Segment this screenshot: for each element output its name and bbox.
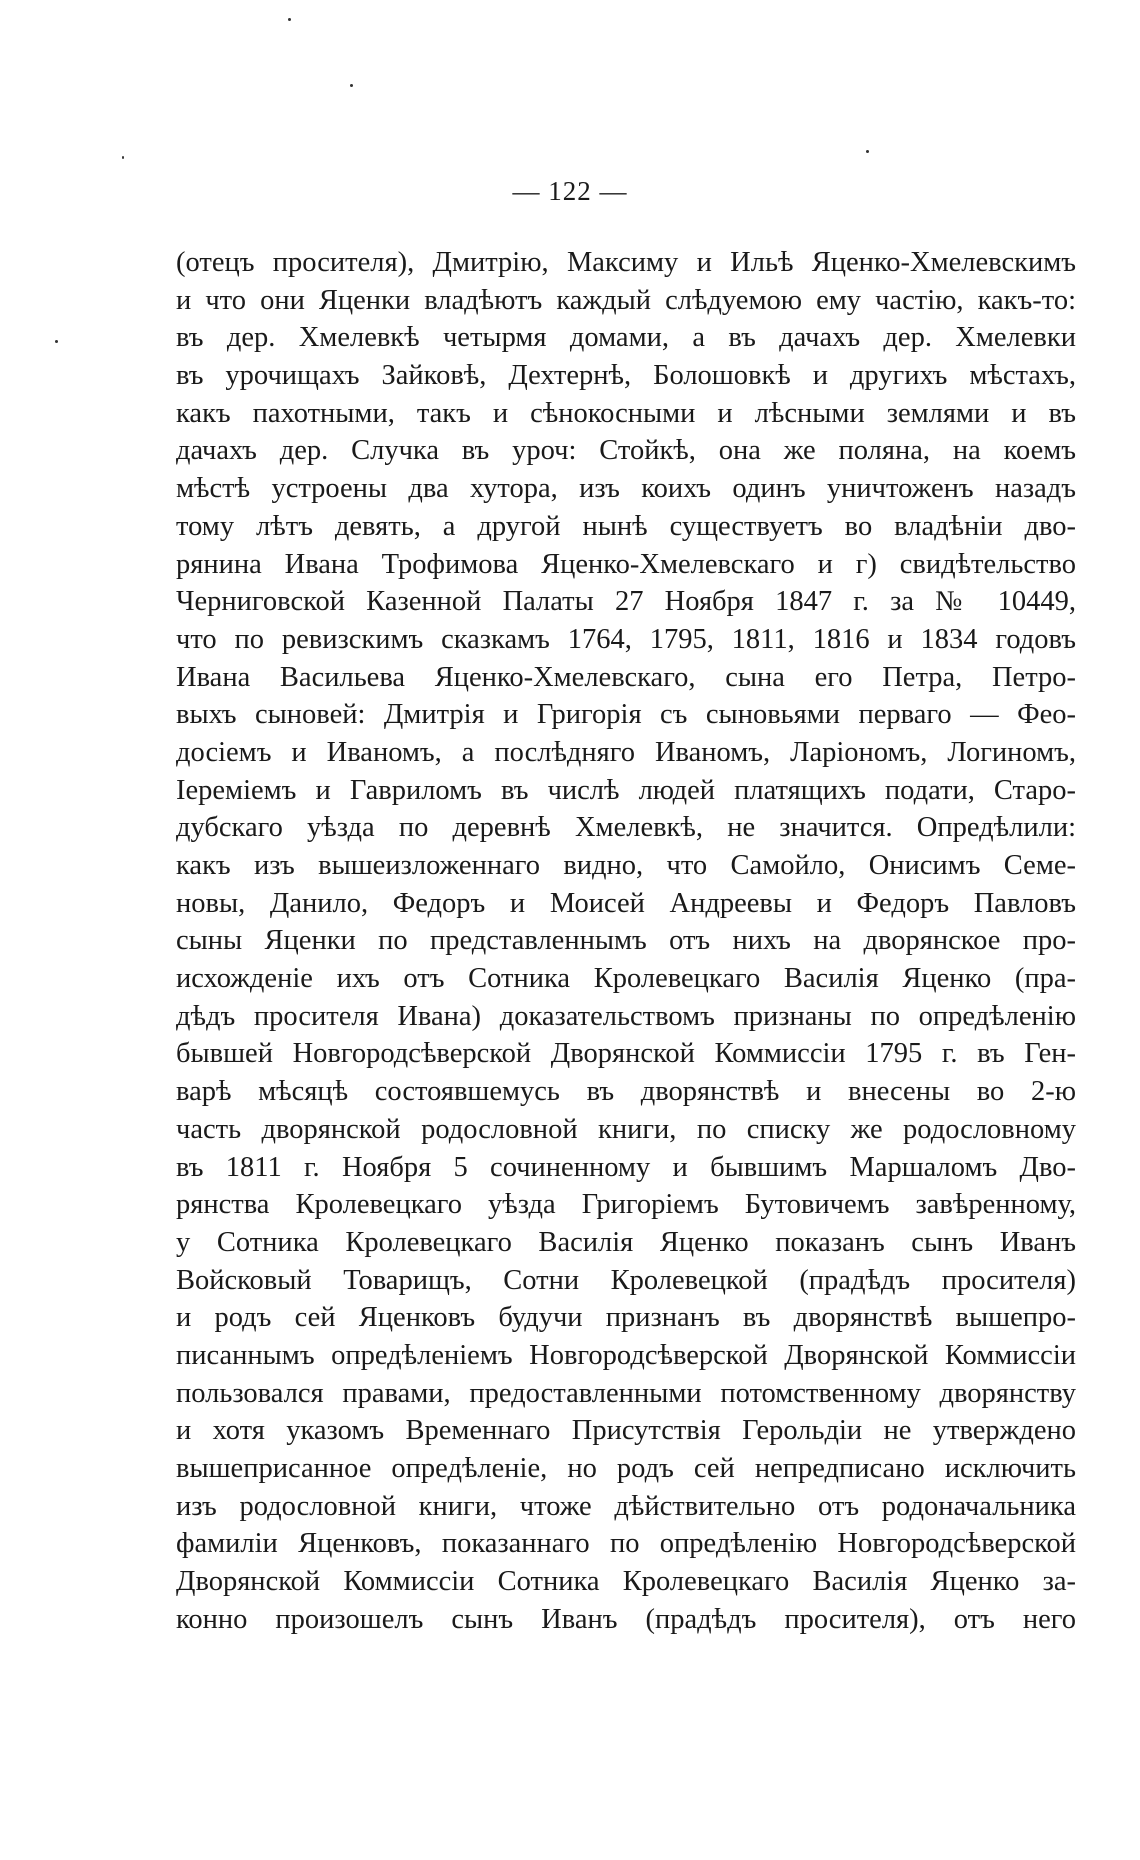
text-line: писаннымъ опредѣленіемъ Новгородсѣверской Дворянской Коммиссіи — [176, 1339, 1076, 1371]
print-speck — [55, 340, 58, 343]
text-line: мѣстѣ устроены два хутора, изъ коихъ одинъ уничтоженъ назадъ — [176, 473, 1076, 505]
text-line: и хотя указомъ Временнаго Присутствія Герольдіи не утверждено — [176, 1415, 1076, 1447]
print-speck — [288, 18, 291, 21]
text-line: изъ родословной книги, чтоже дѣйствительно отъ родоначальника — [176, 1490, 1076, 1522]
text-line: часть дворянской родословной книги, по списку же родословному — [176, 1113, 1076, 1145]
text-line: у Сотника Кролевецкаго Василія Яценко показанъ сынъ Иванъ — [176, 1226, 1076, 1258]
text-line: рянства Кролевецкаго уѣзда Григоріемъ Бутовичемъ завѣренному, — [176, 1189, 1076, 1221]
text-line: Іереміемъ и Гавриломъ въ числѣ людей платящихъ подати, Старо- — [176, 774, 1076, 806]
text-line: какъ пахотными, такъ и сѣнокосными и лѣсными землями и въ — [176, 397, 1076, 429]
text-line: Войсковый Товарищъ, Сотни Кролевецкой (прадѣдъ просителя) — [176, 1264, 1076, 1296]
text-line: и родъ сей Яценковъ будучи признанъ въ дворянствѣ вышепро- — [176, 1302, 1076, 1334]
text-line: дѣдъ просителя Ивана) доказательствомъ признаны по опредѣленію — [176, 1000, 1076, 1032]
text-line: конно произошелъ сынъ Иванъ (прадѣдъ просителя), отъ него — [176, 1603, 1076, 1635]
text-line: тому лѣтъ девять, а другой нынѣ существуетъ во владѣніи дво- — [176, 510, 1076, 542]
text-line: исхожденіе ихъ отъ Сотника Кролевецкаго Василія Яценко (пра- — [176, 963, 1076, 995]
page-number: — 122 — — [512, 176, 628, 206]
text-line: новы, Данило, Федоръ и Моисей Андреевы и Федоръ Павловъ — [176, 887, 1076, 919]
text-line: фамиліи Яценковъ, показаннаго по опредѣленію Новгородсѣверской — [176, 1528, 1076, 1560]
text-line: Ивана Васильева Яценко-Хмелевскаго, сына его Петра, Петро- — [176, 661, 1076, 693]
text-line: дачахъ дер. Случка въ уроч: Стойкѣ, она же поляна, на коемъ — [176, 435, 1076, 467]
text-line: въ 1811 г. Ноября 5 сочиненному и бывшимъ Маршаломъ Дво- — [176, 1151, 1076, 1183]
print-speck — [866, 150, 869, 153]
text-line: дубскаго уѣзда по деревнѣ Хмелевкѣ, не значится. Опредѣлили: — [176, 812, 1076, 844]
body-text — [176, 244, 1076, 1638]
text-line: вышеприсанное опредѣленіе, но родъ сей непредписано исключить — [176, 1453, 1076, 1484]
text-line: варѣ мѣсяцѣ состоявшемусь въ дворянствѣ и внесены во 2-ю — [176, 1076, 1076, 1108]
text-line: въ дер. Хмелевкѣ четырмя домами, а въ дачахъ дер. Хмелевки — [176, 322, 1076, 354]
print-speck — [122, 156, 124, 159]
text-line: досіемъ и Иваномъ, а послѣдняго Иваномъ, Ларіономъ, Логиномъ, — [176, 736, 1076, 768]
text-line: въ урочищахъ Зайковѣ, Дехтернѣ, Болошовкѣ и другихъ мѣстахъ, — [176, 360, 1076, 392]
text-line: сыны Яценки по представленнымъ отъ нихъ на дворянское про- — [176, 925, 1076, 957]
print-speck — [350, 84, 353, 87]
text-line: и что они Яценки владѣютъ каждый слѣдуемою ему частію, какъ-то: — [176, 284, 1076, 316]
text-line: бывшей Новгородсѣверской Дворянской Коммиссіи 1795 г. въ Ген- — [176, 1038, 1076, 1070]
text-line: какъ изъ вышеизложеннаго видно, что Самойло, Онисимъ Семе- — [176, 850, 1076, 881]
text-line: Дворянской Коммиссіи Сотника Кролевецкаго Василія Яценко за- — [176, 1566, 1076, 1598]
text-line: что по ревизскимъ сказкамъ 1764, 1795, 1811, 1816 и 1834 годовъ — [176, 623, 1076, 655]
text-line: выхъ сыновей: Дмитрія и Григорія съ сыновьями перваго — Фео- — [176, 699, 1076, 731]
text-line: Черниговской Казенной Палаты 27 Ноября 1847 г. за № 10449, — [176, 586, 1076, 618]
text-line: пользовался правами, предоставленными потомственному дворянству — [176, 1377, 1076, 1409]
text-line: рянина Ивана Трофимова Яценко-Хмелевскаго и г) свидѣтельство — [176, 548, 1076, 580]
text-line: (отецъ просителя), Дмитрію, Максиму и Ильѣ Яценко-Хмелевскимъ — [176, 247, 1076, 278]
